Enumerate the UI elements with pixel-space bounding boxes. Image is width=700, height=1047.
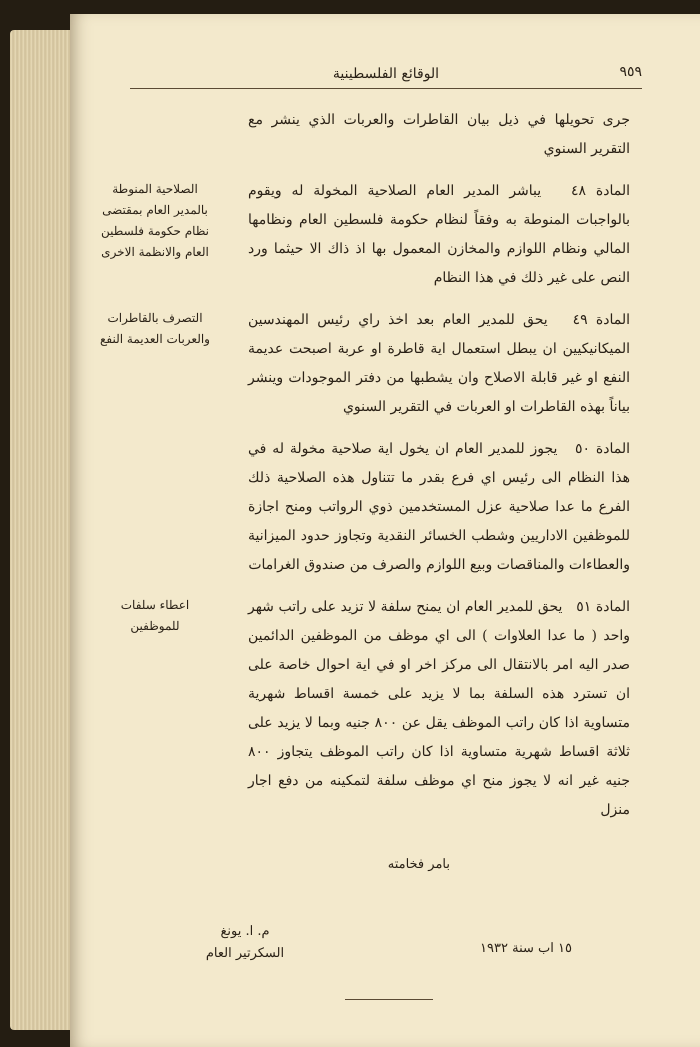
article-text: يجوز للمدير العام ان يخول اية صلاحية مخولة له في هذا النظام الى رئيس اي فرع بقدر ما تتناول هذه الصلاحية ذلك الفرع ما عدا صلاحية عزل المستخدمين ذوي الرواتب ومنح اجازة للموظفين الاداريين وشطب الخسائر النقدية وتجاوز حدود الميزانية والعطاءات والمناقصات وبيع اللوازم والصرف من صندوق الغرامات: [248, 441, 630, 573]
document-page: [70, 14, 700, 1047]
page-number: ٩٥٩: [619, 64, 642, 80]
article-text: يحق للمدير العام ان يمنح سلفة لا تزيد على راتب شهر واحد ( ما عدا العلاوات ) الى اي موظف من الموظفين الدائمين صدر اليه امر بالانتقال الى مركز اخر او في اية احوال خاصة على ان تسترد هذه السلفة بما لا يزيد على خمسة اقساط شهرية متساوية اذا كان راتب الموظف يقل عن ٨٠٠ جنيه وبما لا يزيد على ثلاثة اقساط شهرية متساوية اذا كان راتب الموظف يتجاوز ٨٠٠ جنيه غير انه لا يجوز منح اي موظف سلفة لتمكينه من دفع اجار منزل: [248, 599, 630, 818]
article-text: يحق للمدير العام بعد اخذ راي رئيس المهندسين الميكانيكيين ان يبطل استعمال اية قاطرة او عربة اصبحت عديمة النفع او غير قابلة الاصلاح وان يشطبها من دفتر الموجودات وينشر بياناً بهذه القاطرات او العربات في التقرير السنوي: [248, 312, 630, 415]
margin-note: اعطاء سلفات للموظفين: [120, 598, 190, 633]
article-49: [100, 306, 630, 422]
article-continuation: [248, 106, 630, 164]
body-text: [100, 106, 630, 838]
margin-note: الصلاحية المنوطة بالمدير العام بمقتضى نظام حكومة فلسطين العام والانظمة الاخرى: [100, 182, 210, 259]
article-text: جرى تحويلها في ذيل بيان القاطرات والعربات الذي ينشر مع التقرير السنوي: [248, 112, 630, 157]
article-48: [100, 177, 630, 293]
article-51: [120, 593, 630, 825]
closing-rule: [345, 999, 433, 1000]
article-50: [248, 435, 630, 580]
document-date: ١٥ اب سنة ١٩٣٢: [480, 941, 572, 956]
margin-note: التصرف بالقاطرات والعربات العديمة النفع: [100, 311, 210, 346]
signatory-name: م. ا. يونغ: [220, 924, 270, 939]
article-label: المادة ٥١: [576, 599, 630, 615]
running-title: الوقائع الفلسطينية: [332, 66, 440, 82]
article-label: المادة ٤٩: [572, 312, 630, 328]
signature-line: بامر فخامته: [387, 857, 450, 872]
article-label: المادة ٥٠: [575, 441, 630, 457]
page-header: [130, 62, 642, 89]
article-label: المادة ٤٨: [570, 183, 630, 199]
signatory: [180, 921, 310, 965]
article-text: يباشر المدير العام الصلاحية المخولة له ويقوم بالواجبات المنوطة به وفقاً لنظام حكومة فلسطين العام ونظامها المالي ونظام اللوازم والمخازن المعمول بها اذ ذاك الا حيثما ورد النص على غير ذلك في هذا النظام: [248, 183, 630, 286]
signatory-title: السكرتير العام: [205, 946, 285, 961]
